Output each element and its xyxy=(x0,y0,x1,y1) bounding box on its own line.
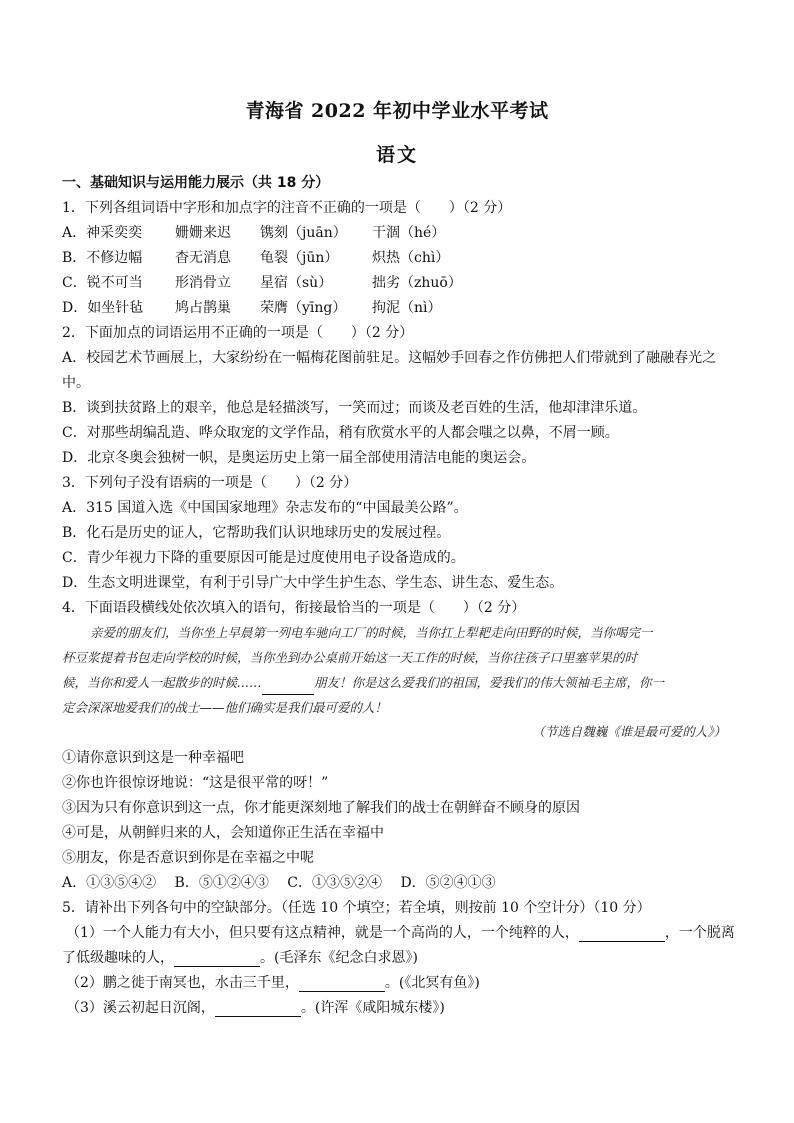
q5-blank-2[interactable] xyxy=(174,952,260,967)
q1-option-c-word4: 拙劣（zhuō） xyxy=(372,275,462,291)
q2-option-b: B．谈到扶贫路上的艰辛，他总是轻描淡写，一笑而过；而谈及老百姓的生活，他却津津乐道。 xyxy=(62,400,647,416)
q1-option-c-word2: 形消骨立 xyxy=(175,275,231,291)
q1-option-a-word4: 干涸（hé） xyxy=(372,225,446,241)
q3-option-a: A．315 国道入选《中国国家地理》杂志发布的“中国最美公路”。 xyxy=(62,500,468,516)
q5-item-1-line-1 xyxy=(66,924,746,942)
passage-source: （节选自魏巍《谁是最可爱的人》） xyxy=(532,724,726,739)
exam-title: 青海省 2022 年初中学业水平考试 xyxy=(245,100,549,122)
q5-blank-3[interactable] xyxy=(299,977,385,992)
question-2-stem: 2．下面加点的词语运用不正确的一项是（ ）（2 分） xyxy=(62,325,414,341)
q5-item-2-text-a: （2）鹏之徙于南冥也，水击三千里， xyxy=(66,975,299,991)
subject-title: 语文 xyxy=(375,144,418,166)
q3-option-b: B．化石是历史的证人，它帮助我们认识地球历史的发展过程。 xyxy=(62,525,451,541)
q1-option-c-word1: C．锐不可当 xyxy=(62,275,143,291)
q5-item-1-text-a: （1）一个人能力有大小，但只要有这点精神，就是一个高尚的人，一个纯粹的人， xyxy=(66,925,579,941)
q1-option-b-word3: 龟裂（jūn） xyxy=(260,250,339,266)
section-heading: 一、基础知识与运用能力展示（共 18 分） xyxy=(62,175,330,191)
q5-item-1-text-b: ，一个脱离 xyxy=(664,925,735,941)
q2-option-a: A．校园艺术节画展上，大家纷纷在一幅梅花图前驻足。这幅妙手回春之作仿佛把人们带就到了融融春光之 xyxy=(62,350,717,366)
passage-line-4: 定会深深地爱我们的战士——他们确实是我们最可爱的人！ xyxy=(62,700,388,715)
q1-option-b-word1: B．不修边幅 xyxy=(62,250,143,266)
q4-choices: A．①③⑤④② B．⑤①②④③ C．①③⑤②④ D．⑤②④①③ xyxy=(62,875,496,891)
q5-item-2 xyxy=(66,974,746,992)
q1-option-a-word3: 镌刻（juān） xyxy=(260,225,347,241)
passage-line-1: 亲爱的朋友们，当你坐上早晨第一列电车驰向工厂的时候，当你扛上犁耙走向田野的时候，当你喝完一 xyxy=(90,625,653,640)
q2-option-a-cont: 中。 xyxy=(62,375,90,391)
q4-sentence-2: ②你也许很惊讶地说：“这是很平常的呀！” xyxy=(62,775,329,791)
passage-line-3-start: 候，当你和爱人一起散步的时候…… xyxy=(62,675,263,690)
q5-blank-1[interactable] xyxy=(579,927,665,942)
question-3-stem: 3．下列句子没有语病的一项是（ ）（2 分） xyxy=(62,475,358,491)
q5-item-3 xyxy=(66,999,746,1017)
q1-option-a-word2: 姗姗来迟 xyxy=(175,225,231,241)
q4-sentence-1: ①请你意识到这是一种幸福吧 xyxy=(62,750,244,766)
q1-option-d-word1: D．如坐针毡 xyxy=(62,300,144,316)
q1-option-d-word4: 拘泥（nì） xyxy=(372,300,442,316)
question-1-stem: 1．下列各组词语中字形和加点字的注音不正确的一项是（ ）（2 分） xyxy=(62,200,512,216)
q4-sentence-3: ③因为只有你意识到这一点，你才能更深刻地了解我们的战士在朝鲜奋不顾身的原因 xyxy=(62,800,580,816)
q5-item-1-line-2 xyxy=(62,949,742,967)
passage-line-2: 杯豆浆提着书包走向学校的时候，当你坐到办公桌前开始这一天工作的时候，当你往孩子口里塞苹果的时 xyxy=(62,650,638,665)
q1-option-a-word1: A．神采奕奕 xyxy=(62,225,143,241)
q1-option-b-word4: 炽热（chì） xyxy=(372,250,450,266)
q4-sentence-4: ④可是，从朝鲜归来的人，会知道你正生活在幸福中 xyxy=(62,825,384,841)
q2-option-c: C．对那些胡编乱造、哗众取宠的文学作品，稍有欣赏水平的人都会嗤之以鼻，不屑一顾。 xyxy=(62,425,619,441)
q5-item-1-text-c: 了低级趣味的人， xyxy=(62,950,174,966)
q3-option-d: D．生态文明进课堂，有利于引导广大中学生护生态、学生态、讲生态、爱生态。 xyxy=(62,575,564,591)
q1-option-b-word2: 杳无消息 xyxy=(175,250,231,266)
q5-item-3-text-b: 。(许浑《咸阳城东楼》) xyxy=(300,1000,445,1016)
passage-blank[interactable] xyxy=(262,680,314,695)
q1-option-c-word3: 星宿（sù） xyxy=(260,275,333,291)
passage-line-3-end: 朋友！你是这么爱我们的祖国，爱我们的伟大领袖毛主席，你一 xyxy=(314,675,665,690)
q5-blank-4[interactable] xyxy=(215,1002,301,1017)
q2-option-d: D．北京冬奥会独树一帜，是奥运历史上第一届全部使用清洁电能的奥运会。 xyxy=(62,450,536,466)
question-5-stem: 5．请补出下列各句中的空缺部分。（任选 10 个填空；若全填，则按前 10 个空计分）（10 分） xyxy=(62,900,651,916)
question-4-stem: 4．下面语段横线处依次填入的语句，衔接最恰当的一项是（ ）（2 分） xyxy=(62,600,526,616)
q3-option-c: C．青少年视力下降的重要原因可能是过度使用电子设备造成的。 xyxy=(62,550,465,566)
q5-item-2-text-b: 。(《北冥有鱼》) xyxy=(384,975,480,991)
q1-option-d-word2: 鸠占鹊巢 xyxy=(175,300,231,316)
q4-sentence-5: ⑤朋友，你是否意识到你是在幸福之中呢 xyxy=(62,850,314,866)
q5-item-3-text-a: （3）溪云初起日沉阁， xyxy=(66,1000,215,1016)
q1-option-d-word3: 荣膺（yīng） xyxy=(260,300,347,316)
q4-passage xyxy=(62,620,734,720)
passage-line-3 xyxy=(62,670,734,695)
q5-item-1-text-d: 。(毛泽东《纪念白求恩》) xyxy=(260,950,418,966)
